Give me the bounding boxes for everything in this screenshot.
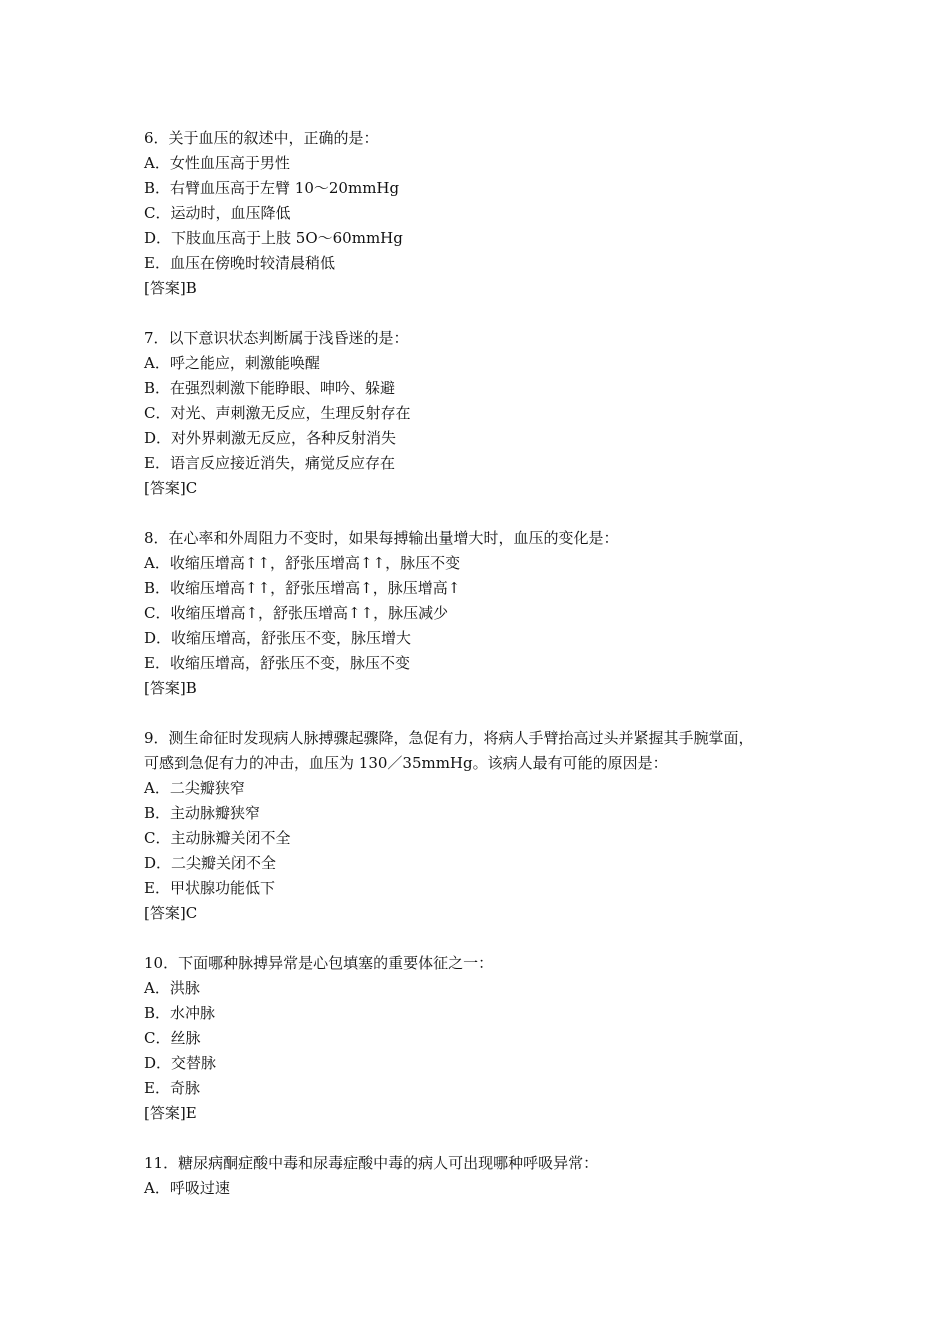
option-c: C．运动时，血压降低 <box>144 204 291 222</box>
option-e: E．甲状腺功能低下 <box>144 879 275 897</box>
option-d: D．对外界刺激无反应，各种反射消失 <box>144 429 397 447</box>
option-b: B．主动脉瓣狭窄 <box>144 804 261 822</box>
option-b: B．水冲脉 <box>144 1004 216 1022</box>
option-c: C．主动脉瓣关闭不全 <box>144 829 291 847</box>
answer-line: [答案]C <box>144 904 198 922</box>
question-11 <box>144 1151 844 1201</box>
option-b: B．收缩压增高↑↑，舒张压增高↑，脉压增高↑ <box>144 579 461 597</box>
option-e: E．语言反应接近消失，痛觉反应存在 <box>144 454 395 472</box>
question-10 <box>144 951 844 1126</box>
question-stem: 9．测生命征时发现病人脉搏骤起骤降，急促有力，将病人手臂抬高过头并紧握其手腕掌面， <box>144 729 754 747</box>
option-c: C．对光、声刺激无反应，生理反射存在 <box>144 404 411 422</box>
answer-line: [答案]C <box>144 479 198 497</box>
option-e: E．奇脉 <box>144 1079 200 1097</box>
option-a: A．呼吸过速 <box>144 1179 230 1197</box>
question-stem: 10．下面哪种脉搏异常是心包填塞的重要体征之一： <box>144 954 494 972</box>
option-d: D．二尖瓣关闭不全 <box>144 854 277 872</box>
question-stem: 11．糖尿病酮症酸中毒和尿毒症酸中毒的病人可出现哪种呼吸异常： <box>144 1154 599 1172</box>
option-a: A．呼之能应，刺激能唤醒 <box>144 354 320 372</box>
option-d: D．交替脉 <box>144 1054 217 1072</box>
option-e: E．血压在傍晚时较清晨稍低 <box>144 254 335 272</box>
option-d: D．下肢血压高于上肢 5O～60mmHg <box>144 229 403 247</box>
document-page <box>144 126 844 1226</box>
option-a: A．女性血压高于男性 <box>144 154 290 172</box>
option-d: D．收缩压增高，舒张压不变，脉压增大 <box>144 629 412 647</box>
option-e: E．收缩压增高，舒张压不变，脉压不变 <box>144 654 410 672</box>
option-b: B．右臂血压高于左臂 10～20mmHg <box>144 179 400 197</box>
question-stem: 6．关于血压的叙述中，正确的是： <box>144 129 379 147</box>
option-a: A．二尖瓣狭窄 <box>144 779 245 797</box>
question-8 <box>144 526 844 701</box>
question-7 <box>144 326 844 501</box>
question-stem: 8．在心率和外周阻力不变时，如果每搏输出量增大时，血压的变化是： <box>144 529 619 547</box>
option-a: A．洪脉 <box>144 979 200 997</box>
option-a: A．收缩压增高↑↑，舒张压增高↑↑，脉压不变 <box>144 554 461 572</box>
question-6 <box>144 126 844 301</box>
question-stem-continued: 可感到急促有力的冲击，血压为 130／35mmHg。该病人最有可能的原因是： <box>144 754 668 772</box>
question-9 <box>144 726 844 926</box>
option-c: C．丝脉 <box>144 1029 201 1047</box>
option-c: C．收缩压增高↑，舒张压增高↑↑，脉压减少 <box>144 604 449 622</box>
answer-line: [答案]B <box>144 279 197 297</box>
option-b: B．在强烈刺激下能睁眼、呻吟、躲避 <box>144 379 396 397</box>
answer-line: [答案]E <box>144 1104 197 1122</box>
question-stem: 7．以下意识状态判断属于浅昏迷的是： <box>144 329 409 347</box>
answer-line: [答案]B <box>144 679 197 697</box>
